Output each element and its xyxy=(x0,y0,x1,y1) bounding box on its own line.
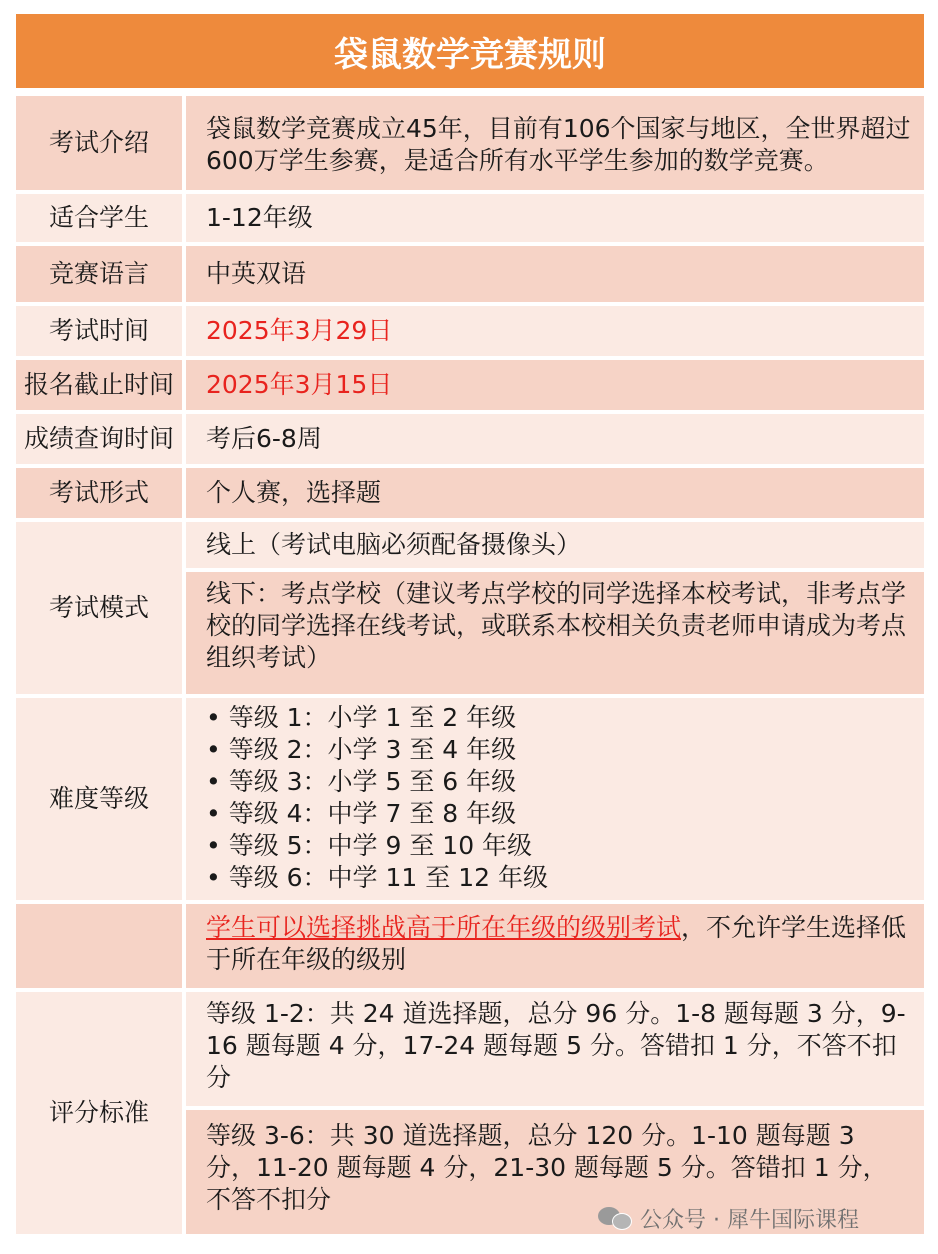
label-exam-time: 考试时间 xyxy=(16,306,182,356)
label-deadline: 报名截止时间 xyxy=(16,360,182,410)
level-item: • 等级 6：中学 11 至 12 年级 xyxy=(206,863,548,892)
level-list xyxy=(206,702,548,894)
label-intro: 考试介绍 xyxy=(16,96,182,190)
label-language: 竞赛语言 xyxy=(16,246,182,302)
level-note-rest: ，不允许学生选择低于所在年级的级别 xyxy=(206,913,907,974)
label-levels-note-blank xyxy=(16,904,182,988)
value-format: 个人赛，选择题 xyxy=(186,468,924,518)
value-mode-offline: 线下：考点学校（建议考点学校的同学选择本校考试，非考点学校的同学选择在线考试，或联系本校相关负责老师申请成为考点组织考试） xyxy=(186,572,924,694)
value-scoring-level-3-6: 等级 3-6：共 30 道选择题，总分 120 分。1-10 题每题 3 分，11-20 题每题 4 分，21-30 题每题 5 分。答错扣 1 分，不答不扣分 xyxy=(186,1110,924,1234)
label-mode: 考试模式 xyxy=(16,522,182,694)
level-note-highlight: 学生可以选择挑战高于所在年级的级别考试 xyxy=(206,913,682,942)
level-item: • 等级 2：小学 3 至 4 年级 xyxy=(206,735,517,764)
value-intro: 袋鼠数学竞赛成立45年，目前有106个国家与地区，全世界超过600万学生参赛，是适合所有水平学生参加的数学竞赛。 xyxy=(186,96,924,190)
label-levels: 难度等级 xyxy=(16,698,182,900)
label-results: 成绩查询时间 xyxy=(16,414,182,464)
watermark xyxy=(598,1196,928,1240)
wechat-icon xyxy=(598,1205,632,1231)
value-mode-online: 线上（考试电脑必须配备摄像头） xyxy=(186,522,924,568)
level-item: • 等级 5：中学 9 至 10 年级 xyxy=(206,831,533,860)
level-item: • 等级 4：中学 7 至 8 年级 xyxy=(206,799,517,828)
level-item: • 等级 3：小学 5 至 6 年级 xyxy=(206,767,517,796)
value-results: 考后6-8周 xyxy=(186,414,924,464)
level-item: • 等级 1：小学 1 至 2 年级 xyxy=(206,703,517,732)
watermark-text: 公众号 · 犀牛国际课程 xyxy=(640,1207,859,1233)
label-scoring: 评分标准 xyxy=(16,992,182,1234)
value-levels xyxy=(186,698,924,900)
label-format: 考试形式 xyxy=(16,468,182,518)
value-scoring-level-1-2: 等级 1-2：共 24 道选择题，总分 96 分。1-8 题每题 3 分，9-16 题每题 4 分，17-24 题每题 5 分。答错扣 1 分，不答不扣分 xyxy=(186,992,924,1106)
value-exam-time: 2025年3月29日 xyxy=(186,306,924,356)
value-deadline: 2025年3月15日 xyxy=(186,360,924,410)
value-students: 1-12年级 xyxy=(186,194,924,242)
page-title: 袋鼠数学竞赛规则 xyxy=(16,14,924,88)
label-students: 适合学生 xyxy=(16,194,182,242)
value-language: 中英双语 xyxy=(186,246,924,302)
value-levels-note xyxy=(186,904,924,988)
